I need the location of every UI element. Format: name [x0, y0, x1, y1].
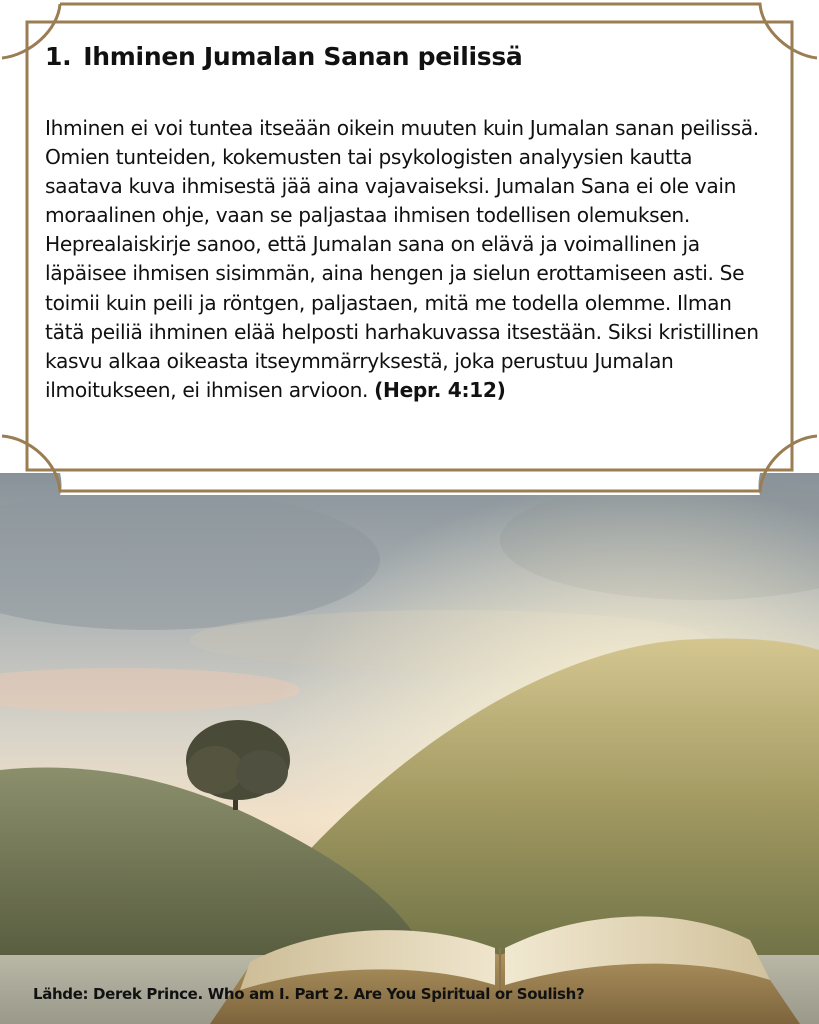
- source-caption: Lähde: Derek Prince. Who am I. Part 2. Are You Spiritual or Soulish?: [33, 985, 585, 1003]
- body-paragraph: Ihminen ei voi tuntea itseään oikein muuten kuin Jumalan sanan peilissä. Omien tunteiden, kokemusten tai psykologisten analyysien kautta saatava kuva ihmisestä jää aina vajavaiseksi. Jumalan Sana ei ole vain moraalinen ohje, vaan se paljastaa ihmisen todellisen olemuksen. Heprealaiskirje sanoo, että Jumalan sana on elävä ja voimallinen ja läpäisee ihmisen sisimmän, aina hengen ja sielun erottamiseen asti. Se toimii kuin peili ja röntgen, paljastaen, mitä me todella olemme. Ilman tätä peiliä ihminen elää helposti harhakuvassa itsestään. Siksi kristillinen kasvu alkaa oikeasta itseymmärryksestä, joka perustuu Jumalan ilmoitukseen, ei ihmisen arvioon.: [45, 116, 759, 402]
- card-body: [45, 114, 775, 405]
- text-card: [0, 0, 819, 495]
- bible-reference: (Hepr. 4:12): [374, 377, 506, 402]
- heading-number: 1.: [45, 42, 72, 71]
- heading-title: Ihminen Jumalan Sanan peilissä: [83, 42, 523, 71]
- card-heading: [45, 40, 775, 74]
